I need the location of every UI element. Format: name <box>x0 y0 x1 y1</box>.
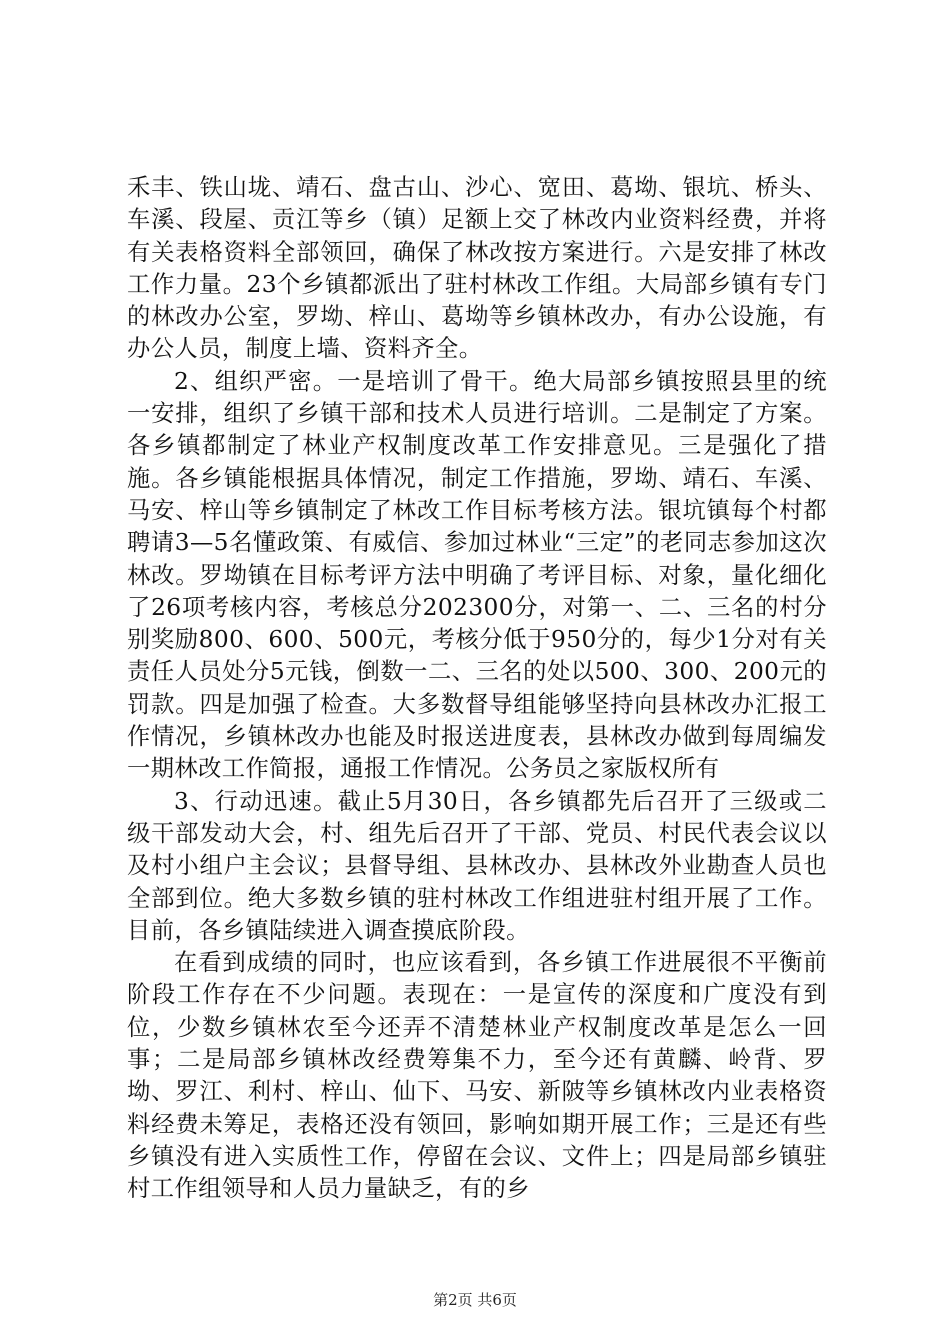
body-text <box>127 172 827 1206</box>
paragraph-problems: 在看到成绩的同时，也应该看到，各乡镇工作进展很不平衡前阶段工作存在不少问题。表现在：一是宣传的深度和广度没有到位，少数乡镇林农至今还弄不清楚林业产权制度改革是怎么一回事；二是局部乡镇林改经费筹集不力，至今还有黄麟、岭背、罗坳、罗江、利村、梓山、仙下、马安、新陂等乡镇林改内业表格资料经费未筹足，表格还没有领回，影响如期开展工作；三是还有些乡镇没有进入实质性工作，停留在会议、文件上；四是局部乡镇驻村工作组领导和人员力量缺乏，有的乡 <box>127 949 827 1203</box>
paragraph-continued: 禾丰、铁山垅、靖石、盘古山、沙心、宽田、葛坳、银坑、桥头、车溪、段屋、贡江等乡（镇）足额上交了林改内业资料经费，并将有关表格资料全部领回，确保了林改按方案进行。六是安排了林改工作力量。23个乡镇都派出了驻村林改工作组。大局部乡镇有专门的林改办公室，罗坳、梓山、葛坳等乡镇林改办，有办公设施，有办公人员，制度上墙、资料齐全。 <box>127 174 827 363</box>
paragraph-organization: 2、组织严密。一是培训了骨干。绝大局部乡镇按照县里的统一安排，组织了乡镇干部和技术人员进行培训。二是制定了方案。各乡镇都制定了林业产权制度改革工作安排意见。三是强化了措施。各乡镇能根据具体情况，制定工作措施，罗坳、靖石、车溪、马安、梓山等乡镇制定了林改工作目标考核方法。银坑镇每个村都聘请3—5名懂政策、有威信、参加过林业“三定”的老同志参加这次林改。罗坳镇在目标考评方法中明确了考评目标、对象，量化细化了26项考核内容，考核总分202300分，对第一、二、三名的村分别奖励800、600、500元，考核分低于950分的，每少1分对有关责任人员处分5元钱，倒数一二、三名的处以500、300、200元的罚款。四是加强了检查。大多数督导组能够坚持向县林改办汇报工作情况，乡镇林改办也能及时报送进度表，县林改办做到每周编发一期林改工作简报，通报工作情况。公务员之家版权所有 <box>127 367 827 783</box>
page-footer: 第2页 共6页 <box>433 1291 517 1309</box>
paragraph-action: 3、行动迅速。截止5月30日，各乡镇都先后召开了三级或二级干部发动大会，村、组先后召开了干部、党员、村民代表会议以及村小组户主会议；县督导组、县林改办、县林改外业勘查人员也全部到位。绝大多数乡镇的驻村林改工作组进驻村组开展了工作。目前，各乡镇陆续进入调查摸底阶段。 <box>127 787 827 944</box>
